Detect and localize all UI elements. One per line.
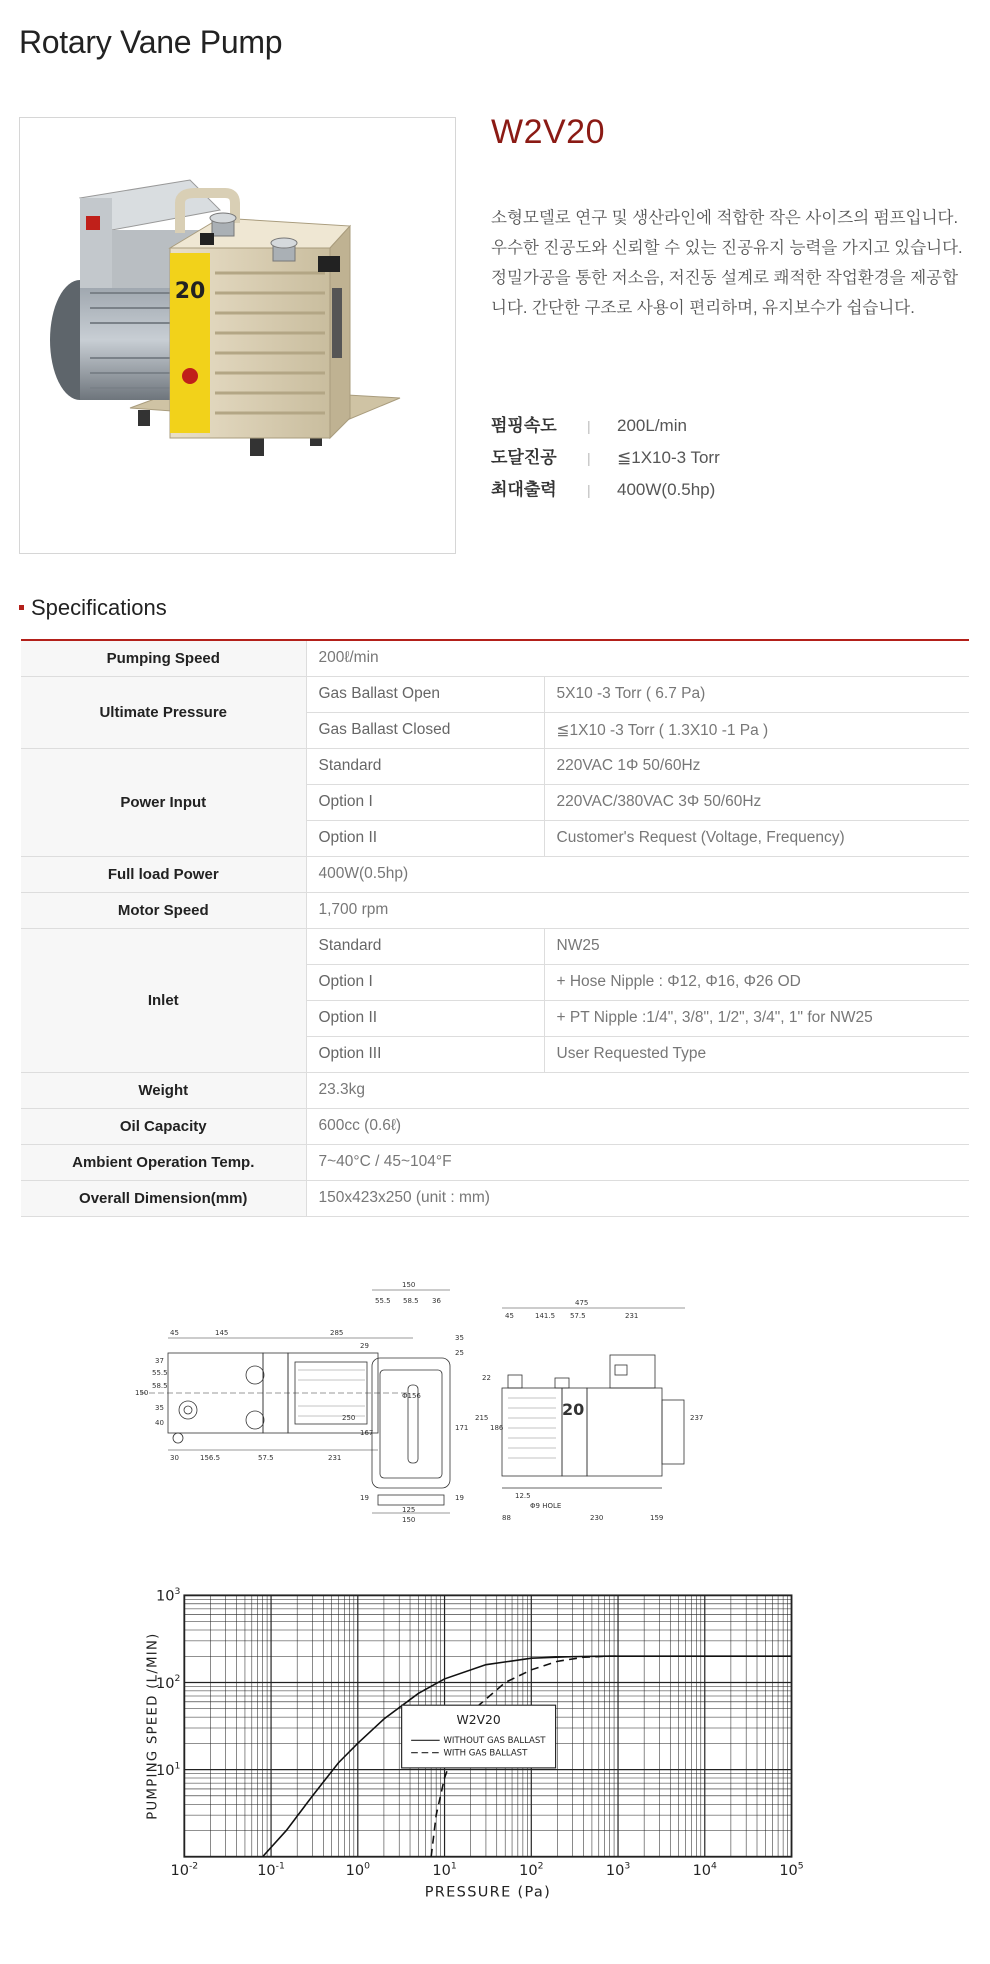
svg-text:40: 40	[155, 1419, 164, 1427]
side-view-drawing	[502, 1308, 685, 1488]
row-value: 1,700 rpm	[306, 892, 969, 928]
row-sublabel: Standard	[306, 748, 544, 784]
row-value: 400W(0.5hp)	[306, 856, 969, 892]
page-title: Rotary Vane Pump	[19, 24, 283, 60]
svg-text:12.5: 12.5	[515, 1492, 531, 1500]
svg-text:215: 215	[475, 1414, 489, 1422]
chart-legend	[402, 1705, 556, 1768]
row-label: Ultimate Pressure	[21, 676, 306, 748]
row-label: Pumping Speed	[21, 640, 306, 676]
svg-text:55.5: 55.5	[152, 1369, 168, 1377]
svg-text:475: 475	[575, 1299, 589, 1307]
row-value: 150x423x250 (unit : mm)	[306, 1180, 969, 1216]
svg-text:25: 25	[455, 1349, 464, 1357]
heading-bullet	[19, 605, 24, 610]
svg-text:35: 35	[155, 1404, 164, 1412]
svg-text:19: 19	[455, 1494, 464, 1502]
svg-text:237: 237	[690, 1414, 704, 1422]
svg-text:150: 150	[135, 1389, 149, 1397]
x-tick-label: $10^4$	[692, 1860, 717, 1880]
svg-text:285: 285	[330, 1329, 344, 1337]
row-label: Full load Power	[21, 856, 306, 892]
x-tick-label: $10^0$	[345, 1860, 370, 1880]
row-value: 220VAC/380VAC 3Φ 50/60Hz	[544, 784, 969, 820]
row-sublabel: Gas Ballast Open	[306, 676, 544, 712]
keyspec-max-power: 최대출력 | 400W(0.5hp)	[491, 475, 720, 507]
svg-text:22: 22	[482, 1374, 491, 1382]
svg-text:58.5: 58.5	[152, 1382, 168, 1390]
svg-text:167: 167	[360, 1429, 374, 1437]
row-label: Oil Capacity	[21, 1108, 306, 1144]
svg-text:20: 20	[562, 1400, 585, 1419]
svg-text:88: 88	[502, 1514, 511, 1522]
table-row	[21, 1072, 969, 1108]
row-label: Ambient Operation Temp.	[21, 1144, 306, 1180]
y-tick-label: $10^2$	[155, 1673, 181, 1692]
row-value: User Requested Type	[544, 1036, 969, 1072]
front-view-dimension-labels	[342, 1281, 468, 1524]
svg-text:37: 37	[155, 1357, 164, 1365]
row-value: 5X10 -3 Torr ( 6.7 Pa)	[544, 676, 969, 712]
x-axis-label: PRESSURE (Pa)	[424, 1884, 552, 1901]
keyspec-label: 펌핑속도	[491, 416, 557, 435]
x-tick-label: $10^2$	[519, 1860, 544, 1880]
svg-text:159: 159	[650, 1514, 664, 1522]
table-row	[21, 676, 969, 712]
svg-text:150: 150	[402, 1281, 416, 1289]
svg-text:57.5: 57.5	[258, 1454, 274, 1462]
keyspec-value: 200L/min	[617, 416, 687, 435]
svg-text:186: 186	[490, 1424, 504, 1432]
svg-text:29: 29	[360, 1342, 369, 1350]
svg-text:57.5: 57.5	[570, 1312, 586, 1320]
table-row	[21, 1180, 969, 1216]
dimension-drawings-svg	[110, 1270, 860, 1524]
table-row	[21, 748, 969, 784]
table-row	[21, 892, 969, 928]
svg-text:30: 30	[170, 1454, 179, 1462]
table-row	[21, 856, 969, 892]
keyspec-label: 도달진공	[491, 448, 557, 467]
svg-text:250: 250	[342, 1414, 356, 1422]
key-specs	[491, 411, 720, 507]
row-label: Power Input	[21, 748, 306, 856]
svg-text:36: 36	[432, 1297, 441, 1305]
svg-text:171: 171	[455, 1424, 469, 1432]
svg-text:150: 150	[402, 1516, 416, 1524]
legend-series-1: WITH GAS BALLAST	[443, 1748, 528, 1759]
pump-illustration	[20, 118, 455, 553]
x-tick-label: $10^{-2}$	[170, 1860, 199, 1880]
svg-text:45: 45	[505, 1312, 514, 1320]
row-sublabel: Gas Ballast Closed	[306, 712, 544, 748]
product-description: 소형모델로 연구 및 생산라인에 적합한 작은 사이즈의 펌프입니다. 우수한 진공도와 신뢰할 수 있는 진공유지 능력을 가지고 있습니다. 정밀가공을 통한 저소음, 저진동 설계로 쾌적한 작업환경을 제공합니다. 간단한 구조로 사용이 편리하며, 유지보수가 쉽습니다.	[491, 209, 963, 317]
y-axis-label: PUMPING SPEED (L/MIN)	[145, 1632, 161, 1820]
row-sublabel: Option I	[306, 964, 544, 1000]
keyspec-value: 400W(0.5hp)	[617, 480, 716, 499]
front-view-drawing	[372, 1290, 450, 1513]
y-tick-label: $10^1$	[155, 1760, 181, 1779]
row-value: 23.3kg	[306, 1072, 969, 1108]
x-tick-label: $10^3$	[605, 1860, 631, 1880]
row-value: 7~40°C / 45~104°F	[306, 1144, 969, 1180]
legend-series-0: WITHOUT GAS BALLAST	[443, 1736, 546, 1747]
svg-text:231: 231	[328, 1454, 342, 1462]
row-label: Motor Speed	[21, 892, 306, 928]
svg-text:230: 230	[590, 1514, 604, 1522]
badge-number: 20	[174, 279, 206, 304]
row-value: 220VAC 1Φ 50/60Hz	[544, 748, 969, 784]
svg-text:Φ156: Φ156	[402, 1392, 421, 1400]
svg-text:45: 45	[170, 1329, 179, 1337]
svg-text:231: 231	[625, 1312, 639, 1320]
model-name: W2V20	[491, 113, 605, 151]
table-row	[21, 1144, 969, 1180]
row-sublabel: Standard	[306, 928, 544, 964]
svg-text:141.5: 141.5	[535, 1312, 556, 1320]
top-view-dimension-labels	[135, 1329, 421, 1462]
row-value: 600cc (0.6ℓ)	[306, 1108, 969, 1144]
product-image	[19, 117, 456, 554]
dimension-drawings	[110, 1270, 860, 1525]
row-value: ≦1X10 -3 Torr ( 1.3X10 -1 Pa )	[544, 712, 969, 748]
svg-text:55.5: 55.5	[375, 1297, 391, 1305]
row-label: Overall Dimension(mm)	[21, 1180, 306, 1216]
svg-text:125: 125	[402, 1506, 416, 1514]
side-view-dimension-labels	[475, 1299, 703, 1522]
row-value: + Hose Nipple : Φ12, Φ16, Φ26 OD	[544, 964, 969, 1000]
row-sublabel: Option II	[306, 820, 544, 856]
specifications-heading: Specifications	[19, 595, 167, 621]
keyspec-label: 최대출력	[491, 480, 557, 499]
x-tick-label: $10^5$	[779, 1860, 804, 1880]
row-sublabel: Option II	[306, 1000, 544, 1036]
row-value: + PT Nipple :1/4", 3/8", 1/2", 3/4", 1" for NW25	[544, 1000, 969, 1036]
svg-text:156.5: 156.5	[200, 1454, 221, 1462]
keyspec-ultimate-vacuum: 도달진공 | ≦1X10-3 Torr	[491, 443, 720, 475]
table-row	[21, 1108, 969, 1144]
row-label: Inlet	[21, 928, 306, 1072]
y-tick-label: $10^3$	[155, 1586, 181, 1605]
x-tick-label: $10^{-1}$	[257, 1860, 285, 1880]
keyspec-value: ≦1X10-3 Torr	[617, 448, 720, 467]
svg-text:19: 19	[360, 1494, 369, 1502]
row-label: Weight	[21, 1072, 306, 1108]
chart-svg	[145, 1560, 810, 1901]
row-value: Customer's Request (Voltage, Frequency)	[544, 820, 969, 856]
legend-title: W2V20	[456, 1713, 501, 1728]
table-row	[21, 640, 969, 676]
svg-text:35: 35	[455, 1334, 464, 1342]
x-tick-label: $10^1$	[432, 1860, 457, 1880]
row-value: NW25	[544, 928, 969, 964]
keyspec-pumping-speed: 펌핑속도 | 200L/min	[491, 411, 720, 443]
row-sublabel: Option I	[306, 784, 544, 820]
svg-text:145: 145	[215, 1329, 229, 1337]
row-value: 200ℓ/min	[306, 640, 969, 676]
svg-text:58.5: 58.5	[403, 1297, 419, 1305]
pumping-speed-chart	[145, 1560, 810, 1905]
row-sublabel: Option III	[306, 1036, 544, 1072]
specifications-table	[21, 639, 969, 1217]
table-row	[21, 928, 969, 964]
svg-text:Φ9 HOLE: Φ9 HOLE	[530, 1502, 562, 1510]
